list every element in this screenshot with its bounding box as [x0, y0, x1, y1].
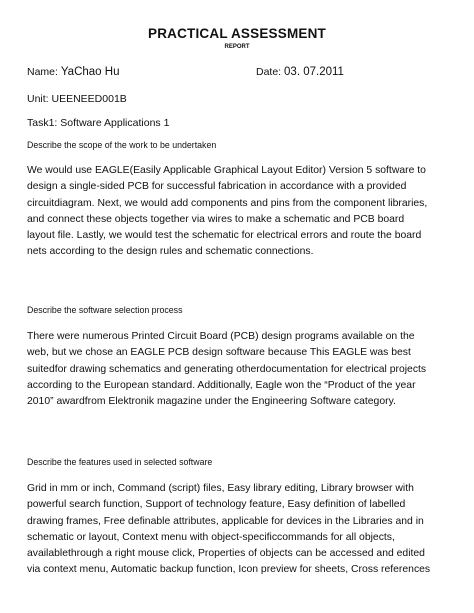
paragraph-line: according to the European standard. Additionally, Eagle won the “Product of the year — [27, 379, 416, 391]
section-body-features — [27, 481, 452, 579]
unit-line: Unit: UEENEED001B — [27, 93, 127, 105]
paragraph-line: availablethrough a right mouse click, Properties of objects can be accessed and edited — [27, 548, 425, 560]
document-subtitle: REPORT — [224, 44, 250, 50]
paragraph-line: layout file. Lastly, we would test the schematic for electrical errors and route the board — [27, 230, 422, 242]
paragraph-line: There were numerous Printed Circuit Board (PCB) design programs available on the — [27, 331, 415, 342]
date-field — [256, 66, 344, 78]
section-body-selection — [27, 329, 452, 410]
name-field — [27, 66, 119, 78]
paragraph-line: powerful search function, Support of technology feature, Easy definition of labelled — [27, 499, 406, 511]
paragraph-line: suitedfor drawing schematics and generating otherdocumentation for electrical projects — [27, 363, 427, 375]
name-label: Name: — [27, 66, 58, 78]
section-heading-selection: Describe the software selection process — [27, 305, 183, 315]
document-title: PRACTICAL ASSESSMENT — [147, 26, 327, 41]
paragraph-line: schematic or layout, Context menu with object-specificcommands for all objects, — [27, 531, 395, 543]
paragraph-line: and connect these objects together via wires to make a schematic and PCB board — [27, 213, 405, 225]
paragraph-line: via context menu, Automatic backup function, Icon preview for sheets, Cross references — [27, 564, 431, 576]
name-value: YaChao Hu — [60, 66, 120, 78]
paragraph-line: web, but we chose an EAGLE PCB design software because This EAGLE was best — [27, 347, 411, 359]
paragraph-line: drawing frames, Free definable attributes, applicable for devices in the Libraries and in — [27, 515, 424, 527]
date-label: Date: — [256, 66, 282, 78]
paragraph-line: Grid in mm or inch, Command (script) files, Easy library editing, Library browser with — [27, 483, 414, 494]
date-value: 03. 07.2011 — [284, 66, 344, 78]
task-line: Task1: Software Applications 1 — [27, 117, 170, 129]
paragraph-line: circuitdiagram. Next, we would add components and pins from the component libraries, — [27, 197, 428, 209]
section-body-scope — [27, 163, 452, 261]
paragraph-line: nets according to the design rules and schematic connections. — [27, 246, 314, 258]
section-heading-features: Describe the features used in selected software — [27, 457, 213, 467]
paragraph-line: 2010” awardfrom Elektronik magazine under the Engineering Software category. — [27, 396, 396, 408]
paragraph-line: We would use EAGLE(Easily Applicable Graphical Layout Editor) Version 5 software to — [27, 165, 426, 176]
paragraph-line: design a single-sided PCB for successful fabrication in accordance with a provided — [27, 181, 407, 193]
section-heading-scope: Describe the scope of the work to be undertaken — [27, 140, 217, 150]
